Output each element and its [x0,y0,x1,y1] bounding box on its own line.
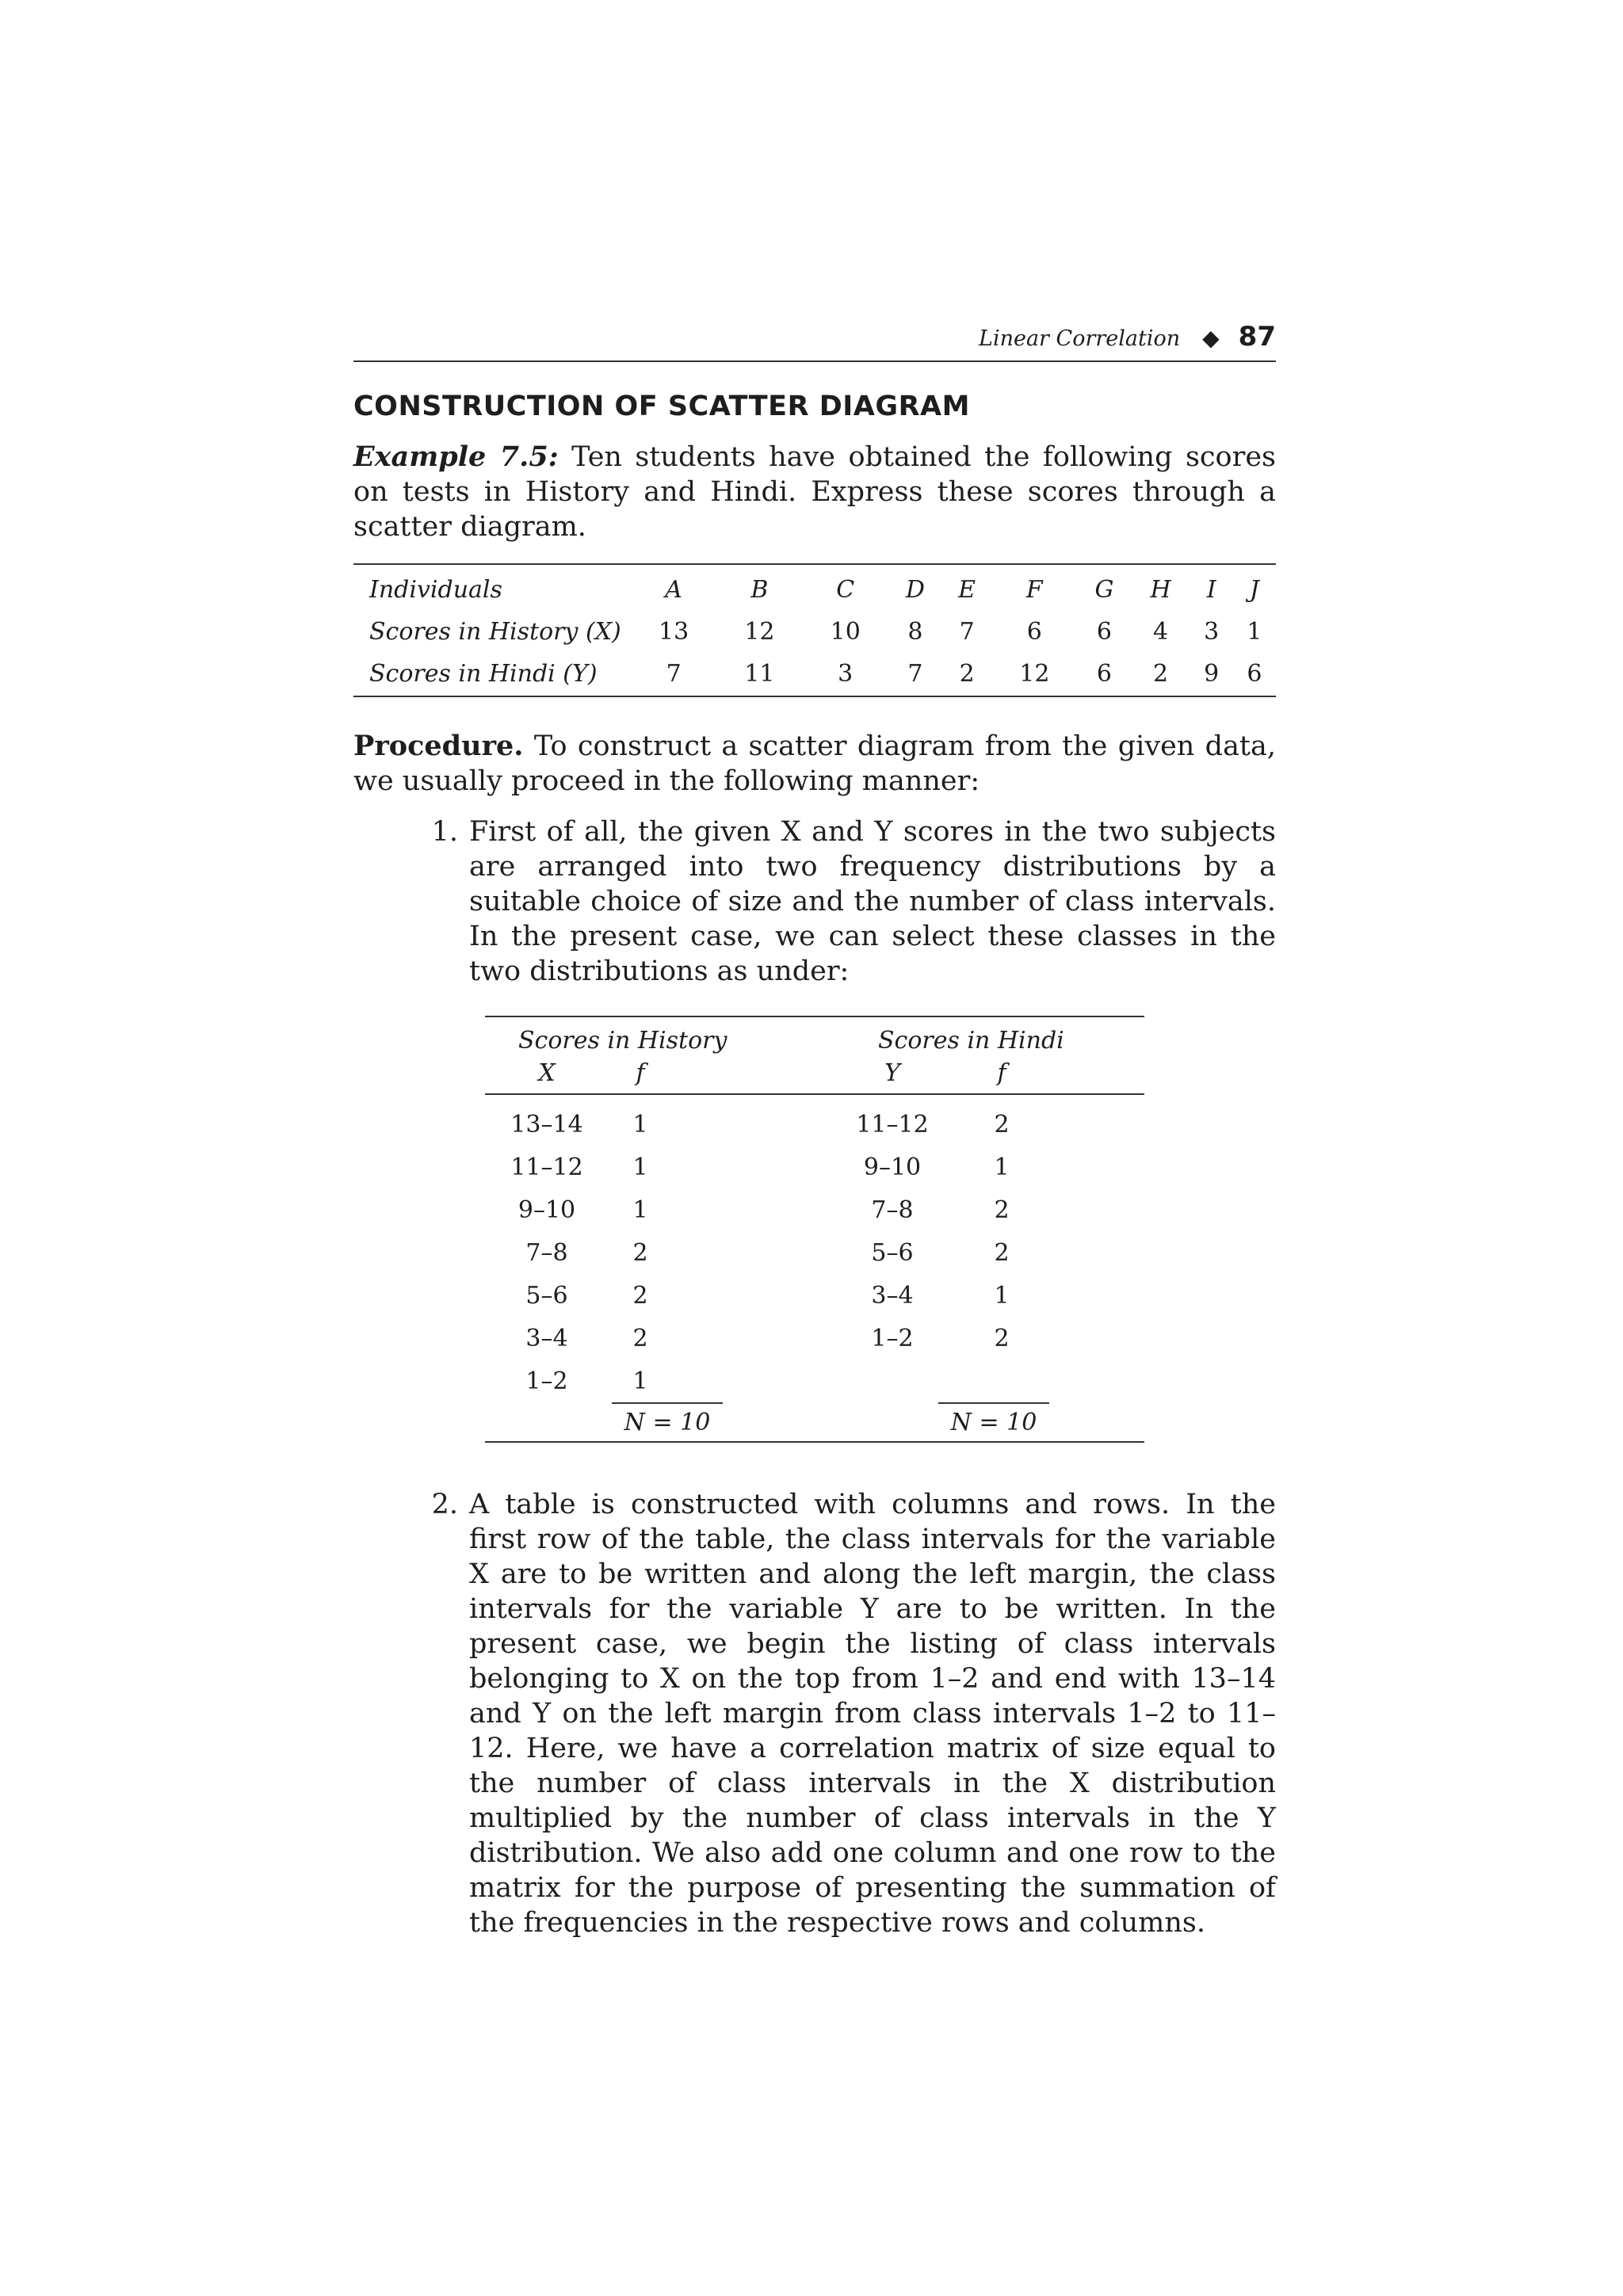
table-cell: G [1094,576,1114,604]
table-cell: 10 [830,618,861,646]
table-row [815,1103,1144,1146]
step-number: 1. [431,816,458,848]
interval-cell: 5–6 [525,1281,568,1310]
table-cell: 6 [1026,618,1042,646]
scores-table [353,563,1276,697]
frequency-cell: 1 [632,1153,648,1181]
example-label: Example 7.5: [353,441,559,473]
table-cell: 9 [1204,660,1220,688]
interval-cell: 1–2 [871,1324,914,1352]
table-cell: 12 [1019,660,1050,688]
step-body [469,1487,1276,1940]
interval-cell: 3–4 [871,1281,914,1310]
frequency-cell: 1 [994,1281,1010,1310]
frequency-cell: 2 [994,1110,1010,1138]
table-cell: J [1249,576,1259,604]
table-cell: D [905,576,925,604]
hindi-total-wrap [815,1402,1144,1436]
step-text: A table is constructed with columns and rows. In the first row of the table, the class intervals for the variable X are to be written and along the left margin, the class intervals for the variable Y are to be written. In the present case, we begin the listing of class intervals belonging to X on the top from 1–2 and end with 13–14 and Y on the left margin from class intervals 1–2 to 11–12. Here, we have a correlation matrix of size equal to the number of class intervals in the X distribution multiplied by the number of class intervals in the Y distribution. We also add one column and one row to the matrix for the purpose of presenting the summation of the frequencies in the respective rows and columns. [469,1489,1276,1939]
totals-row [485,1402,1144,1441]
table-cell: 13 [659,618,689,646]
frequency-cell: 2 [632,1324,648,1352]
table-row [353,564,1276,611]
table-cell: 11 [744,660,775,688]
procedure-paragraph [353,729,1276,799]
hindi-title: Scores in Hindi [878,1027,1064,1055]
table-cell: 6 [1247,660,1262,688]
frequency-cell: 2 [994,1324,1010,1352]
interval-cell: 5–6 [871,1238,914,1267]
table-cell: 12 [744,618,775,646]
history-title: Scores in History [518,1027,727,1055]
section-heading: CONSTRUCTION OF SCATTER DIAGRAM [353,391,970,422]
hindi-subheader [815,1059,1144,1087]
hindi-header [815,1027,1144,1087]
step-text: First of all, the given X and Y scores in the two subjects are arranged into two frequency distributions by a suitable choice of size and the number of class intervals. In the present case, we can select these classes in the two distributions as under: [469,816,1276,987]
frequency-table-header [485,1017,1144,1095]
table-cell: H [1150,576,1171,604]
table-row [485,1360,815,1402]
history-total: N = 10 [612,1402,723,1436]
table-cell: 7 [907,660,923,688]
frequency-table-body [485,1095,1144,1402]
table-row [353,653,1276,696]
example-text: Ten students have obtained the following scores on tests in History and Hindi. Express these scores through a scatter diagram. [353,441,1276,543]
table-cell: 3 [838,660,854,688]
table-row [815,1146,1144,1188]
table-cell: 2 [1152,660,1169,688]
table-cell: 1 [1247,618,1262,646]
table-row [815,1274,1144,1317]
row-label: Scores in History (X) [369,618,621,646]
frequency-cell: 2 [994,1238,1010,1267]
frequency-cell: 2 [994,1196,1010,1224]
table-row [485,1103,815,1146]
list-item [353,1487,1276,1940]
steps-list [353,814,1276,1940]
frequency-cell: 2 [632,1281,648,1310]
procedure-label: Procedure. [353,730,524,762]
history-header [485,1027,815,1087]
interval-cell: 7–8 [871,1196,914,1224]
step-body [469,814,1276,1465]
table-row [485,1274,815,1317]
hindi-var: Y [884,1059,900,1087]
hindi-column [815,1103,1144,1402]
table-cell: 2 [959,660,975,688]
procedure-text: To construct a scatter diagram from the given data, we usually proceed in the following manner: [353,730,1276,797]
step-number: 2. [431,1489,458,1520]
table-row [485,1231,815,1274]
list-item [353,814,1276,1465]
table-cell: 7 [666,660,682,688]
frequency-cell: 1 [994,1153,1010,1181]
table-cell: A [665,576,682,604]
interval-cell: 1–2 [525,1367,568,1395]
hindi-f: f [997,1059,1006,1087]
table-cell: 6 [1096,618,1112,646]
interval-cell: 9–10 [863,1153,922,1181]
table-cell: C [836,576,855,604]
table-row [815,1231,1144,1274]
table-row [815,1317,1144,1360]
book-page [353,321,1276,1940]
history-var: X [538,1059,556,1087]
row-label: Scores in Hindi (Y) [369,660,598,688]
interval-cell: 13–14 [510,1110,583,1138]
table-cell: F [1025,576,1043,604]
chapter-title: Linear Correlation [979,326,1181,351]
example-paragraph [353,440,1276,544]
interval-cell: 3–4 [525,1324,568,1352]
history-total-wrap [485,1402,815,1436]
history-f: f [636,1059,645,1087]
table-row [353,611,1276,653]
interval-cell: 11–12 [510,1153,583,1181]
table-row [485,1317,815,1360]
history-subheader [485,1059,815,1087]
page-number: 87 [1238,321,1276,353]
interval-cell: 7–8 [525,1238,568,1267]
interval-cell: 9–10 [517,1196,576,1224]
table-row [485,1146,815,1188]
table-cell: B [750,576,769,604]
table-cell: 6 [1096,660,1112,688]
frequency-cell: 1 [632,1110,648,1138]
table-cell: 7 [959,618,975,646]
row-label: Individuals [369,576,502,604]
frequency-cell: 1 [632,1196,648,1224]
table-cell: 4 [1152,618,1169,646]
table-row [815,1188,1144,1231]
frequency-cell: 2 [632,1238,648,1267]
table-row [485,1188,815,1231]
frequency-table [485,1016,1144,1443]
history-column [485,1103,815,1402]
frequency-cell: 1 [632,1367,648,1395]
diamond-icon: ◆ [1202,325,1220,351]
table-cell: 3 [1204,618,1220,646]
table-cell: 8 [907,618,923,646]
table-cell: I [1206,576,1216,604]
table-cell: E [958,576,976,604]
running-header [353,321,1276,362]
hindi-total: N = 10 [938,1402,1049,1436]
interval-cell: 11–12 [856,1110,929,1138]
